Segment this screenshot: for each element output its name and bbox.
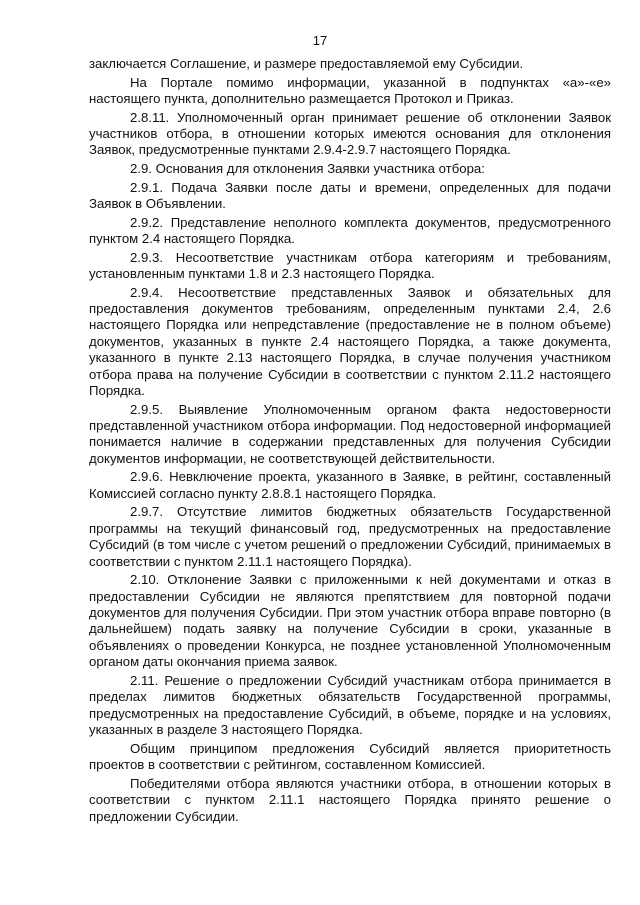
page-number: 17 bbox=[312, 33, 328, 48]
paragraph-2-9-4: 2.9.4. Несоответствие представленных Заявок и обязательных для предоставления документов требованиям, определенным пунктами 2.4, 2.6 настоящего Порядка или непредставление (предоставление не в полном объеме) документов, указанных в пункте 2.4 настоящего Порядка, а также документа, указанного в пункте 2.13 настоящего Порядка, в случае получения участником отбора права на получение Субсидии в соответствии с пунктом 2.11.2 настоящего Порядка. bbox=[89, 284, 611, 399]
paragraph-2-9-1: 2.9.1. Подача Заявки после даты и времени, определенных для подачи Заявок в Объявлении. bbox=[89, 179, 611, 211]
paragraph-2-8-11: 2.8.11. Уполномоченный орган принимает решение об отклонении Заявок участников отбора, в отношении которых имеются основания для отклонения Заявок, предусмотренные пунктами 2.9.4-2.9.7 настоящего Порядка. bbox=[89, 109, 611, 158]
document-body bbox=[89, 56, 611, 827]
paragraph-continuation: заключается Соглашение, и размере предоставляемой ему Субсидии. bbox=[89, 56, 524, 71]
paragraph-2-9-3: 2.9.3. Несоответствие участникам отбора категориям и требованиям, установленным пунктами 1.8 и 2.3 настоящего Порядка. bbox=[89, 249, 611, 281]
paragraph-portal-info: На Портале помимо информации, указанной в подпунктах «а»-«е» настоящего пункта, дополнительно размещается Протокол и Приказ. bbox=[89, 74, 611, 106]
paragraph-winners: Победителями отбора являются участники отбора, в отношении которых в соответствии с пунктом 2.11.1 настоящего Порядка принято решение о предложении Субсидии. bbox=[89, 775, 611, 824]
paragraph-2-11: 2.11. Решение о предложении Субсидий участникам отбора принимается в пределах лимитов бюджетных обязательств Государственной программы, предусмотренных на предоставление Субсидий, в объеме, порядке и на условиях, указанных в разделе 3 настоящего Порядка. bbox=[89, 672, 611, 738]
paragraph-general-principle: Общим принципом предложения Субсидий является приоритетность проектов в соответствии с рейтингом, составленном Комиссией. bbox=[89, 740, 611, 773]
paragraph-2-9-2: 2.9.2. Представление неполного комплекта документов, предусмотренного пунктом 2.4 настоящего Порядка. bbox=[89, 214, 611, 246]
paragraph-2-9-7: 2.9.7. Отсутствие лимитов бюджетных обязательств Государственной программы на текущий финансовый год, предусмотренных на предоставление Субсидий (в том числе с учетом решений о предложении Субсидий, принимаемых в соответствии с пунктом 2.11.1 настоящего Порядка). bbox=[89, 504, 611, 569]
paragraph-2-9-5: 2.9.5. Выявление Уполномоченным органом факта недостоверности представленной участником отбора информации. Под недостоверной информацией понимается наличие в содержании представленных для получения Субсидии документов информации, не соответствующей действительности. bbox=[89, 401, 611, 466]
paragraph-2-9: 2.9. Основания для отклонения Заявки участника отбора: bbox=[130, 161, 485, 176]
paragraph-2-10: 2.10. Отклонение Заявки с приложенными к ней документами и отказ в предоставлении Субсидии не являются препятствием для повторной подачи документов для получения Субсидии. При этом участник отбора вправе повторно (в дальнейшем) подать заявку на получение Субсидии в сроки, указанные в объявлениях о проведении Конкурса, не позднее установленной Уполномоченным органом даты окончания приема заявок. bbox=[89, 572, 611, 670]
paragraph-2-9-6: 2.9.6. Невключение проекта, указанного в Заявке, в рейтинг, составленный Комиссией согласно пункту 2.8.8.1 настоящего Порядка. bbox=[89, 469, 611, 501]
